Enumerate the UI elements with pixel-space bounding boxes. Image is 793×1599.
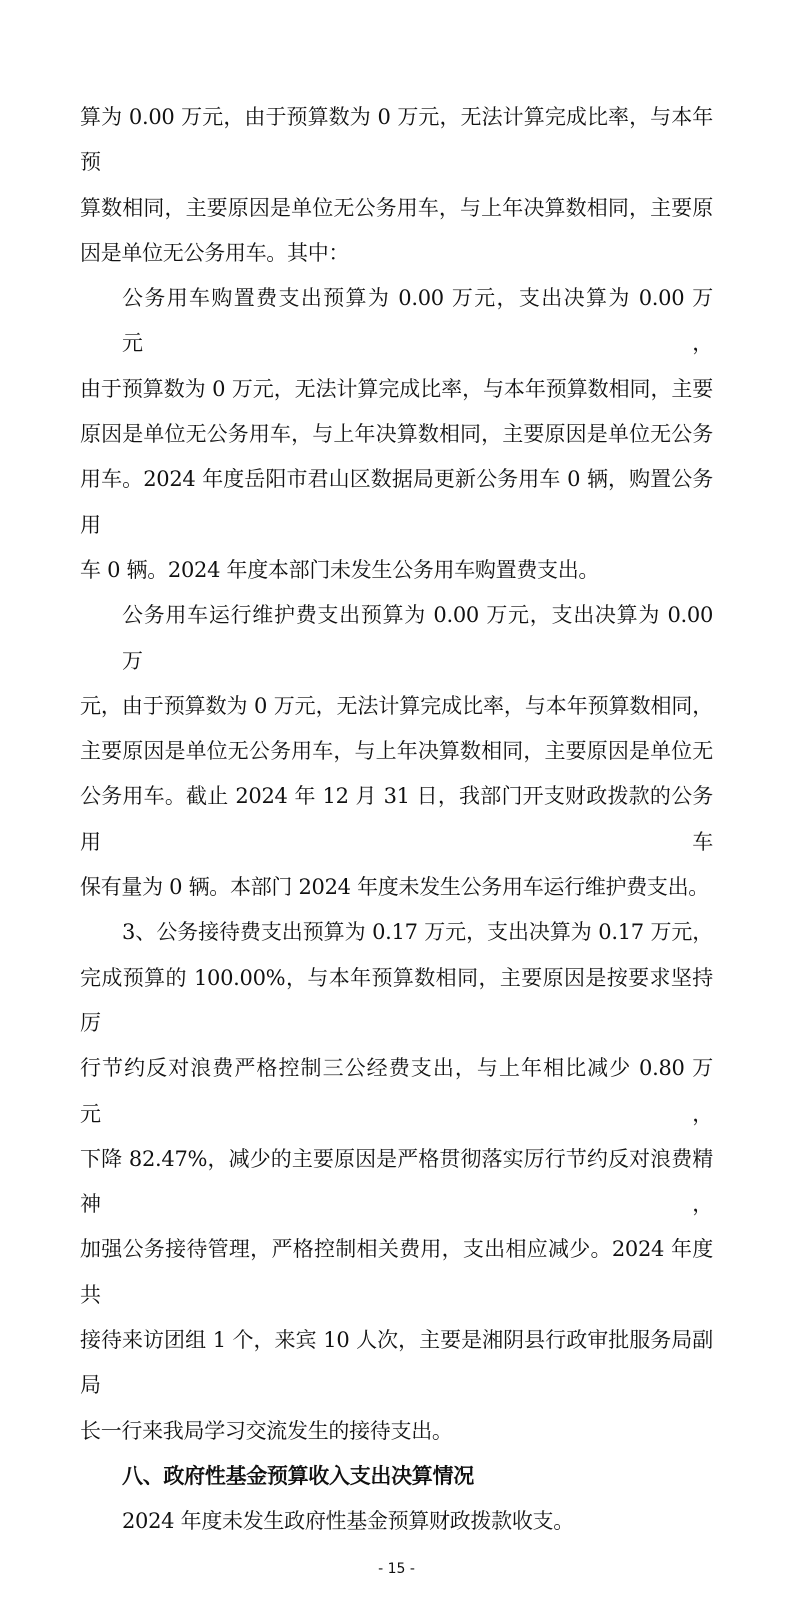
text-line: 主要原因是单位无公务用车，与上年决算数相同，主要原因是单位无: [80, 739, 713, 764]
text-line: 元，由于预算数为 0 万元，无法计算完成比率，与本年预算数相同，: [80, 693, 713, 718]
paragraph: [80, 910, 713, 1454]
text-line: 原因是单位无公务用车，与上年决算数相同，主要原因是单位无公务: [80, 422, 713, 447]
text-line: 公务用车运行维护费支出预算为 0.00 万元，支出决算为 0.00 万: [122, 603, 713, 673]
document-body: [80, 0, 713, 1545]
text-line: 2024 年度未发生政府性基金预算财政拨款收支。: [122, 1509, 574, 1534]
paragraph: [80, 276, 713, 593]
text-line: 公务用车。截止 2024 年 12 月 31 日，我部门开支财政拨款的公务用车: [80, 784, 713, 854]
text-line: 完成预算的 100.00%，与本年预算数相同，主要原因是按要求坚持厉: [80, 965, 713, 1035]
text-line: 接待来访团组 1 个，来宾 10 人次，主要是湘阴县行政审批服务局副局: [80, 1328, 713, 1398]
paragraph: [80, 1499, 713, 1544]
text-line: 车 0 辆。2024 年度本部门未发生公务用车购置费支出。: [80, 557, 600, 582]
page-number: - 15 -: [378, 1560, 415, 1577]
text-line: 保有量为 0 辆。本部门 2024 年度未发生公务用车运行维护费支出。: [80, 875, 710, 900]
text-line: 公务用车购置费支出预算为 0.00 万元，支出决算为 0.00 万元，: [122, 286, 713, 356]
paragraph: [80, 593, 713, 910]
text-line: 八、政府性基金预算收入支出决算情况: [122, 1463, 474, 1488]
text-line: 因是单位无公务用车。其中：: [80, 240, 350, 265]
text-line: 下降 82.47%，减少的主要原因是严格贯彻落实厉行节约反对浪费精神，: [80, 1146, 713, 1217]
text-line: 用车。2024 年度岳阳市君山区数据局更新公务用车 0 辆，购置公务用: [80, 467, 713, 537]
text-line: 算数相同，主要原因是单位无公务用车，与上年决算数相同，主要原: [80, 195, 713, 220]
text-line: 加强公务接待管理，严格控制相关费用，支出相应减少。2024 年度共: [80, 1237, 713, 1307]
text-line: 行节约反对浪费严格控制三公经费支出，与上年相比减少 0.80 万元，: [80, 1056, 713, 1126]
text-line: 3、公务接待费支出预算为 0.17 万元，支出决算为 0.17 万元，: [122, 920, 713, 945]
text-line: 算为 0.00 万元，由于预算数为 0 万元，无法计算完成比率，与本年预: [80, 105, 713, 175]
section-heading: [80, 1454, 713, 1499]
paragraph: [80, 95, 713, 276]
text-line: 长一行来我局学习交流发生的接待支出。: [80, 1418, 453, 1443]
text-line: 由于预算数为 0 万元，无法计算完成比率，与本年预算数相同，主要: [80, 376, 713, 401]
